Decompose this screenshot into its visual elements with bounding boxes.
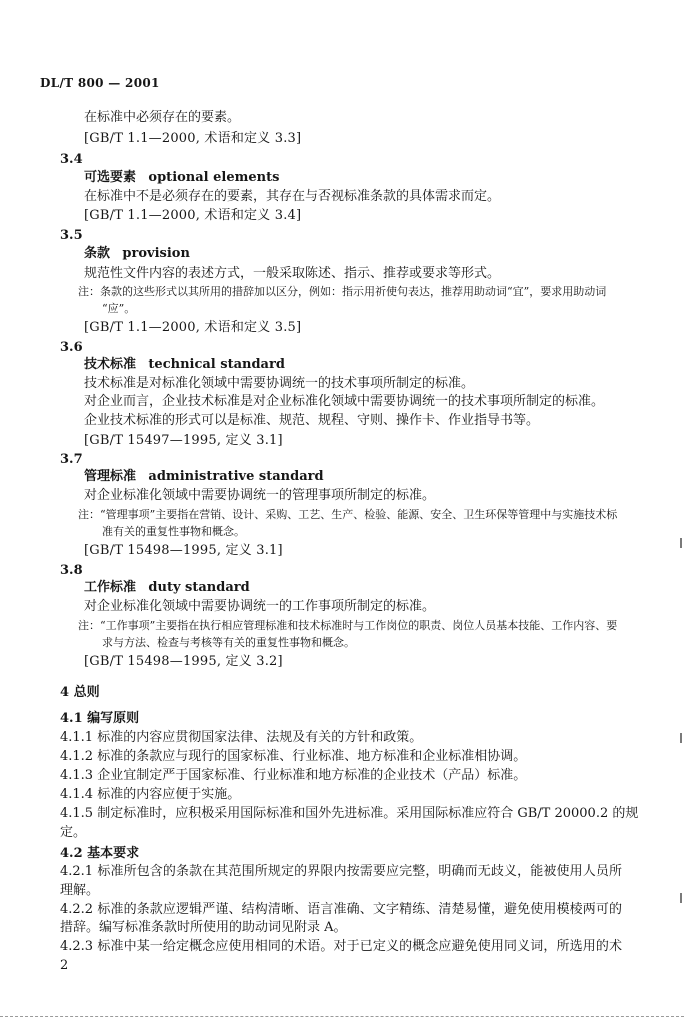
text-line: 4.2.3 标准中某一给定概念应使用相同的术语。对于已定义的概念应避免使用同义词，所选用的术 [60,939,622,954]
text-line: 措辞。编写标准条款时所使用的助动词见附录 A。 [60,920,347,935]
text-line: 准有关的重复性事物和概念。 [102,525,245,538]
text-line: 4.2.1 标准所包含的条款在其范围所规定的界限内按需要应完整，明确而无歧义，能被使用人员所 [60,864,622,879]
text-line: 注：条款的这些形式以其所用的措辞加以区分，例如：指示用祈使句表达，推荐用助动词“宜”，要求用助动词 [78,285,607,298]
scan-edge-mark [680,733,682,743]
text-line: 规范性文件内容的表述方式，一般采取陈述、指示、推荐或要求等形式。 [84,266,501,281]
scan-border [0,1016,684,1017]
text-line: [GB/T 1.1—2000, 术语和定义 3.3] [84,131,302,146]
text-line: 3.8 [60,563,83,578]
text-line: 4.2 基本要求 [60,846,140,861]
text-line: 3.5 [60,228,83,243]
text-line: 4.1.2 标准的条款应与现行的国家标准、行业标准、地方标准和企业标准相协调。 [60,749,527,764]
page-number: 2 [60,958,69,973]
text-line: 3.7 [60,452,83,467]
term-en: technical standard [148,357,285,372]
term-zh: 条款 [84,246,111,261]
text-line: [GB/T 1.1—2000, 术语和定义 3.4] [84,208,302,223]
text-line: [GB/T 1.1—2000, 术语和定义 3.5] [84,320,302,335]
text-line: 求与方法、检查与考核等有关的重复性事物和概念。 [102,636,355,649]
text-line: 注：“工作事项”主要指在执行相应管理标准和技术标准时与工作岗位的职责、岗位人员基本技能、工作内容、要 [78,619,618,632]
text-line: 4.1.5 制定标准时，应积极采用国际标准和国外先进标准。采用国际标准应符合 GB/T 20000.2 的规 [60,806,639,821]
text-line: [GB/T 15498—1995, 定义 3.2] [84,654,283,669]
text-line: [GB/T 15498—1995, 定义 3.1] [84,543,283,558]
text-line: 4.1.4 标准的内容应便于实施。 [60,787,241,802]
text-line: 注：“管理事项”主要指在营销、设计、采购、工艺、生产、检验、能源、安全、卫生环保等管理中与实施技术标 [78,508,618,521]
text-line: 4.1.1 标准的内容应贯彻国家法律、法规及有关的方针和政策。 [60,730,423,745]
term-zh: 工作标准 [84,580,137,595]
text-line: 3.4 [60,152,83,167]
scan-edge-mark [680,893,682,903]
text-line [84,246,190,262]
text-line: 定。 [60,825,87,840]
text-line: “应”。 [102,302,136,315]
text-line: 4.1.3 企业宜制定严于国家标准、行业标准和地方标准的企业技术（产品）标准。 [60,768,527,783]
text-line: 4 总则 [60,685,100,700]
text-line: 对企业而言，企业技术标准是对企业标准化领域中需要协调统一的技术事项所制定的标准。 [84,394,605,409]
text-line [84,170,279,186]
term-en: optional elements [148,170,280,185]
text-line: 4.2.2 标准的条款应逻辑严谨、结构清晰、语言准确、文字精练、清楚易懂，避免使用模棱两可的 [60,902,622,917]
text-line: 在标准中不是必须存在的要素，其存在与否视标准条款的具体需求而定。 [84,189,501,204]
text-line [84,580,250,596]
scan-edge-mark [680,538,682,548]
term-zh: 技术标准 [84,357,137,372]
text-line: 理解。 [60,883,100,898]
term-zh: 可选要素 [84,170,137,185]
term-zh: 管理标准 [84,469,137,484]
text-line: 对企业标准化领域中需要协调统一的工作事项所制定的标准。 [84,599,436,614]
text-line: 企业技术标准的形式可以是标准、规范、规程、守则、操作卡、作业指导书等。 [84,413,540,428]
text-line: 3.6 [60,340,83,355]
text-line: 对企业标准化领域中需要协调统一的管理事项所制定的标准。 [84,488,436,503]
text-line: 4.1 编写原则 [60,711,140,726]
term-en: provision [122,246,190,261]
term-en: duty standard [148,580,250,595]
running-header: DL/T 800 — 2001 [40,76,160,90]
text-line [84,469,324,485]
text-line: 技术标准是对标准化领域中需要协调统一的技术事项所制定的标准。 [84,376,475,391]
text-line: 在标准中必须存在的要素。 [84,110,241,125]
text-line: [GB/T 15497—1995, 定义 3.1] [84,433,283,448]
term-en: administrative standard [148,469,324,484]
text-line [84,357,285,373]
